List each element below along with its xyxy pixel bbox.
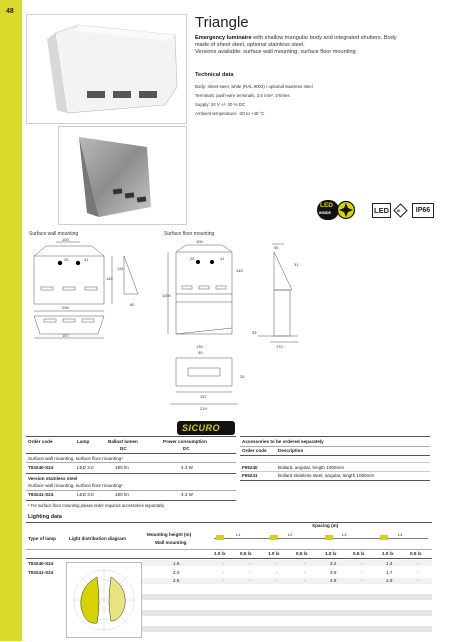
wall-dim-296: 296 — [62, 305, 69, 310]
row1-lumen: 180 lm — [115, 465, 129, 470]
acc-code-header: Order code — [242, 448, 267, 453]
ballast-sub-header: DC — [120, 446, 127, 451]
r3-v3: - — [276, 578, 278, 583]
acc-row1-desc: Bollard, angular, length 1000mm — [278, 465, 345, 470]
intro-line-1 — [195, 35, 440, 42]
lighting-code-1: T93240-S24 — [28, 561, 54, 566]
r2-v3: - — [276, 570, 278, 575]
r3-v4: - — [304, 578, 306, 583]
r3-v5: 4.6 — [330, 578, 337, 583]
light-distribution-diagram — [66, 562, 142, 638]
distribution-header: Light distribution diagram — [69, 536, 126, 541]
intro-line-1-rest: with shallow triangular body and integrated shutters. Body — [251, 35, 397, 41]
side-view-drawing — [252, 242, 307, 352]
spacing-lamp-1 — [216, 535, 224, 540]
side-dim-33: 33 — [252, 330, 257, 335]
lux-6: 0.5 lx — [353, 551, 365, 556]
row2-power: 4.3 W — [181, 492, 193, 497]
floor-dim-25: 25 — [190, 256, 195, 261]
wall-dim-131: 131 — [117, 266, 124, 271]
lighting-heading: Lighting data — [28, 514, 62, 520]
sicuro-logo — [177, 421, 235, 435]
r1-v8: - — [417, 561, 419, 566]
protection-class-label: III — [397, 208, 401, 213]
lux-4: 0.5 lx — [296, 551, 308, 556]
height-row-3: 2.5 — [173, 578, 180, 583]
r3-v8: - — [417, 578, 419, 583]
r2-v1: - — [222, 570, 224, 575]
technical-heading: Technical data — [195, 72, 234, 78]
intro-text — [195, 35, 440, 57]
lux-1: 1.0 lx — [214, 551, 226, 556]
r1-v4: - — [304, 561, 306, 566]
wall-mounting-header: Wall mounting — [155, 540, 187, 545]
row1-code: T93240-S24 — [28, 465, 54, 470]
led-inside-bottom: INSIDE — [319, 211, 331, 215]
intro-lead: Emergency luminaire — [195, 35, 252, 41]
type-of-lamp-header: Type of lamp — [28, 536, 56, 541]
spacing-l1: L1 — [236, 532, 241, 537]
sicuro-logo-text: SICURO — [182, 423, 221, 433]
lux-3: 1.0 lx — [268, 551, 280, 556]
spacing-header: Spacing (m) — [312, 523, 339, 528]
tech-line-ambient: Ambient temperature: -20 to +40 °C — [195, 111, 265, 116]
wall-dim-60: 60 — [130, 302, 135, 307]
group2-sub: Surface wall mounting, surface floor mounting¹ — [28, 483, 123, 488]
side-dim-50: 50 — [274, 245, 279, 250]
row2-lumen: 180 lm — [115, 492, 129, 497]
floor-dim-157: 157 — [200, 394, 207, 399]
group2-title: Version stainless steel — [28, 476, 78, 481]
floor-dim-145: 145 — [236, 268, 243, 273]
protection-class-icon — [393, 203, 408, 218]
wall-mounting-label: Surface wall mounting — [29, 231, 79, 237]
wall-dim-25: 25 — [64, 257, 69, 262]
r2-v8: - — [417, 570, 419, 575]
wall-dim-100: 100 — [62, 237, 69, 242]
tech-line-terminals: Terminals: push-wire terminals, 2.5 mm², 2-times — [195, 93, 290, 98]
product-photo-white — [26, 14, 187, 124]
row1-power: 4.3 W — [181, 465, 193, 470]
wall-dim-157: 157 — [62, 333, 69, 338]
row1-lamp: LED 3.0 — [77, 465, 94, 470]
r1-v3: - — [276, 561, 278, 566]
spacing-l4: L4 — [398, 532, 403, 537]
row2-code: T93241-S24 — [28, 492, 54, 497]
floor-mounting-label: Surface floor mounting — [164, 231, 215, 237]
floor-mounting-drawing — [160, 239, 255, 417]
spacing-l2: L2 — [288, 532, 293, 537]
floor-dim-1000: 1000 — [162, 293, 171, 298]
power-sub-header: DC — [183, 446, 190, 451]
wall-dim-41: 41 — [84, 257, 89, 262]
r2-v5: 3.9 — [330, 570, 337, 575]
floor-dim-41: 41 — [220, 256, 225, 261]
lux-7: 1.0 lx — [382, 551, 394, 556]
lux-8: 0.5 lx — [410, 551, 422, 556]
ballast-header: Ballast lumen — [108, 439, 138, 444]
group1-sub: Surface wall mounting, surface floor mounting¹ — [28, 456, 123, 461]
acc-row2-code: F95241 — [242, 473, 258, 478]
lux-5: 1.0 lx — [325, 551, 337, 556]
floor-dim-25-base: 25 — [240, 374, 245, 379]
power-header: Power consumption — [163, 439, 207, 444]
mounting-height-header: Mounting height (m) — [147, 532, 192, 537]
r2-v6: - — [361, 570, 363, 575]
spacing-lamp-3 — [325, 535, 333, 540]
tech-line-body: Body: sheet steel, white (RAL 9003) / optional stainless steel — [195, 84, 313, 89]
spacing-lamp-4 — [380, 535, 388, 540]
r3-v6: - — [361, 578, 363, 583]
order-footnote: ¹ For surface floor mounting please order required accessories separately — [28, 503, 165, 508]
tech-line-supply: Supply: 24 V +/- 20 % DC — [195, 102, 246, 107]
wall-dim-145: 145 — [106, 276, 113, 281]
r3-v1: - — [222, 578, 224, 583]
spacing-l3: L3 — [342, 532, 347, 537]
spacing-lamp-2 — [270, 535, 278, 540]
r2-v7: 1.7 — [386, 570, 393, 575]
floor-dim-130: 130 — [196, 344, 203, 349]
acc-row2-desc: Bollard stainless steel, angular, length 1000mm — [278, 473, 375, 478]
led-icon: LED — [372, 203, 391, 218]
side-dim-31: 31 — [294, 262, 299, 267]
r2-v4: - — [304, 570, 306, 575]
row2-lamp: LED 3.0 — [77, 492, 94, 497]
lux-2: 0.5 lx — [240, 551, 252, 556]
led-inside-badge — [317, 199, 355, 221]
r1-v6: - — [361, 561, 363, 566]
side-strip — [0, 0, 22, 641]
floor-dim-219: 219 — [200, 406, 207, 411]
intro-line-2: made of sheet steel, optional stainless steel. — [195, 42, 305, 49]
height-row-2: 2.0 — [173, 570, 180, 575]
r1-v2: - — [249, 561, 251, 566]
page-number: 48 — [6, 8, 14, 15]
r3-v2: - — [249, 578, 251, 583]
ip-rating-icon: IP66 — [412, 203, 434, 218]
r1-v5: 3.2 — [330, 561, 337, 566]
height-row-1: 1.5 — [173, 561, 180, 566]
product-photo-stainless — [58, 126, 187, 225]
accessories-title: Accessories to be ordered separately — [242, 439, 324, 444]
lamp-header: Lamp — [77, 439, 90, 444]
page-title: Triangle — [195, 14, 249, 31]
floor-dim-100: 100 — [196, 239, 203, 244]
wall-mounting-drawing — [26, 237, 151, 340]
intro-line-3: Versions available: surface wall mounting, surface floor mounting — [195, 49, 356, 56]
lighting-code-2: T93241-S24 — [28, 570, 54, 575]
led-inside-top: LED — [320, 202, 333, 209]
acc-row1-code: F95240 — [242, 465, 258, 470]
acc-desc-header: Description — [278, 448, 304, 453]
r1-v1: - — [222, 561, 224, 566]
r3-v7: 1.9 — [386, 578, 393, 583]
r1-v7: 1.4 — [386, 561, 393, 566]
floor-dim-30: 30 — [198, 350, 203, 355]
r2-v2: - — [249, 570, 251, 575]
side-dim-170: 170 — [276, 344, 283, 349]
order-code-header: Order code — [28, 439, 53, 444]
